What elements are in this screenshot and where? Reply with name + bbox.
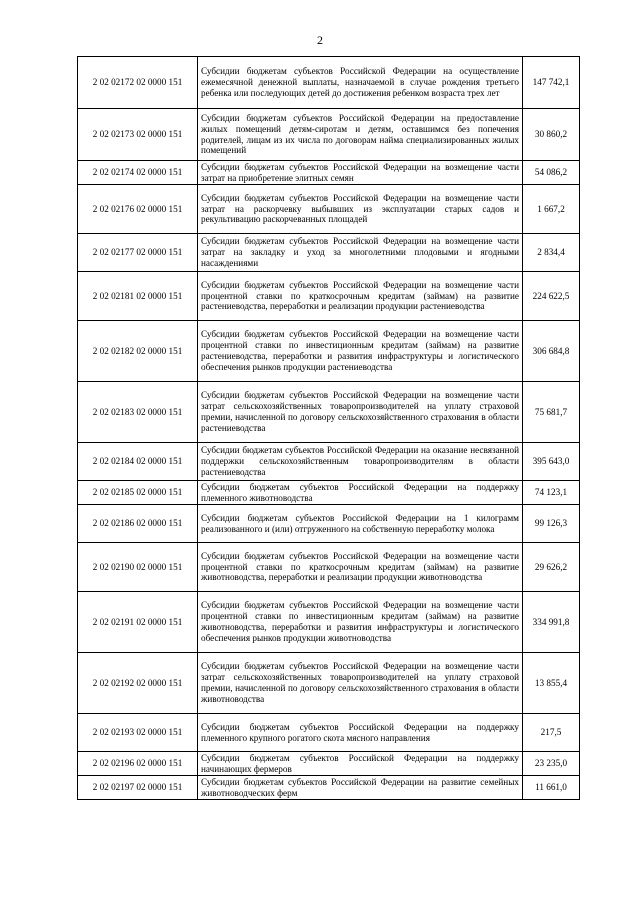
amount-cell: 147 742,1 [523, 57, 580, 109]
classification-code-cell: 2 02 02177 02 0000 151 [78, 234, 198, 272]
table-row [78, 481, 580, 505]
classification-code-cell: 2 02 02191 02 0000 151 [78, 592, 198, 653]
classification-code-cell: 2 02 02181 02 0000 151 [78, 272, 198, 321]
classification-code-cell: 2 02 02173 02 0000 151 [78, 109, 198, 161]
classification-code-cell: 2 02 02190 02 0000 151 [78, 543, 198, 592]
description-cell: Субсидии бюджетам субъектов Российской Федерации на возмещение части затрат на приобретение элитных семян [198, 161, 523, 185]
table-row [78, 382, 580, 443]
description-cell: Субсидии бюджетам субъектов Российской Федерации на поддержку начинающих фермеров [198, 752, 523, 776]
amount-cell: 99 126,3 [523, 505, 580, 543]
classification-code-cell: 2 02 02182 02 0000 151 [78, 321, 198, 382]
table-row [78, 776, 580, 800]
amount-cell: 74 123,1 [523, 481, 580, 505]
classification-code-cell: 2 02 02185 02 0000 151 [78, 481, 198, 505]
amount-cell: 13 855,4 [523, 653, 580, 714]
amount-cell: 1 667,2 [523, 185, 580, 234]
budget-table-body [78, 57, 580, 800]
page-number: 2 [317, 33, 323, 47]
classification-code-cell: 2 02 02176 02 0000 151 [78, 185, 198, 234]
description-cell: Субсидии бюджетам субъектов Российской Федерации на возмещение части затрат сельскохозяйственных товаропроизводителей на уплату страховой премии, начисленной по договору сельскохозяйственного страхования в области растениеводства [198, 382, 523, 443]
table-row [78, 272, 580, 321]
amount-cell: 11 661,0 [523, 776, 580, 800]
description-cell: Субсидии бюджетам субъектов Российской Федерации на возмещение части затрат на закладку и уход за многолетними плодовыми и ягодными насаждениями [198, 234, 523, 272]
table-row [78, 109, 580, 161]
classification-code-cell: 2 02 02183 02 0000 151 [78, 382, 198, 443]
table-row [78, 57, 580, 109]
table-row [78, 185, 580, 234]
table-row [78, 443, 580, 481]
amount-cell: 23 235,0 [523, 752, 580, 776]
classification-code-cell: 2 02 02172 02 0000 151 [78, 57, 198, 109]
table-row [78, 543, 580, 592]
classification-code-cell: 2 02 02196 02 0000 151 [78, 752, 198, 776]
table-row [78, 592, 580, 653]
amount-cell: 334 991,8 [523, 592, 580, 653]
classification-code-cell: 2 02 02193 02 0000 151 [78, 714, 198, 752]
amount-cell: 75 681,7 [523, 382, 580, 443]
description-cell: Субсидии бюджетам субъектов Российской Федерации на поддержку племенного животноводства [198, 481, 523, 505]
description-cell: Субсидии бюджетам субъектов Российской Федерации на 1 килограмм реализованного и (или) отгруженного на собственную переработку молока [198, 505, 523, 543]
amount-cell: 395 643,0 [523, 443, 580, 481]
description-cell: Субсидии бюджетам субъектов Российской Федерации на возмещение части процентной ставки по краткосрочным кредитам (займам) на развитие животноводства, переработки и реализации продукции животноводства [198, 543, 523, 592]
amount-cell: 30 860,2 [523, 109, 580, 161]
classification-code-cell: 2 02 02197 02 0000 151 [78, 776, 198, 800]
description-cell: Субсидии бюджетам субъектов Российской Федерации на развитие семейных животноводческих ферм [198, 776, 523, 800]
table-row [78, 752, 580, 776]
classification-code-cell: 2 02 02192 02 0000 151 [78, 653, 198, 714]
description-cell: Субсидии бюджетам субъектов Российской Федерации на возмещение части процентной ставки по инвестиционным кредитам (займам) на развитие животноводства, переработки и развития инфраструктуры и логистического обеспечения рынков продукции животноводства [198, 592, 523, 653]
classification-code-cell: 2 02 02186 02 0000 151 [78, 505, 198, 543]
classification-code-cell: 2 02 02174 02 0000 151 [78, 161, 198, 185]
table-row [78, 505, 580, 543]
table-row [78, 161, 580, 185]
amount-cell: 224 622,5 [523, 272, 580, 321]
table-row [78, 653, 580, 714]
description-cell: Субсидии бюджетам субъектов Российской Федерации на возмещение части процентной ставки по краткосрочным кредитам (займам) на развитие растениеводства, переработки и реализации продукции растениеводства [198, 272, 523, 321]
budget-table [77, 56, 580, 800]
description-cell: Субсидии бюджетам субъектов Российской Федерации на возмещение части затрат сельскохозяйственных товаропроизводителей на уплату страховой премии, начисленной по договору сельскохозяйственного страхования в области животноводства [198, 653, 523, 714]
amount-cell: 54 086,2 [523, 161, 580, 185]
description-cell: Субсидии бюджетам субъектов Российской Федерации на оказание несвязанной поддержки сельскохозяйственным товаропроизводителям в области растениеводства [198, 443, 523, 481]
description-cell: Субсидии бюджетам субъектов Российской Федерации на возмещение части процентной ставки по инвестиционным кредитам (займам) на развитие растениеводства, переработки и развития инфраструктуры и логистического обеспечения рынков продукции растениеводства [198, 321, 523, 382]
classification-code-cell: 2 02 02184 02 0000 151 [78, 443, 198, 481]
description-cell: Субсидии бюджетам субъектов Российской Федерации на возмещение части затрат на раскорчевку выбывших из эксплуатации старых садов и рекультивацию раскорчеванных площадей [198, 185, 523, 234]
amount-cell: 2 834,4 [523, 234, 580, 272]
amount-cell: 306 684,8 [523, 321, 580, 382]
amount-cell: 217,5 [523, 714, 580, 752]
table-row [78, 321, 580, 382]
table-row [78, 234, 580, 272]
table-row [78, 714, 580, 752]
description-cell: Субсидии бюджетам субъектов Российской Федерации на осуществление ежемесячной денежной выплаты, назначаемой в случае рождения третьего ребенка или последующих детей до достижения ребенком возраста трех лет [198, 57, 523, 109]
description-cell: Субсидии бюджетам субъектов Российской Федерации на поддержку племенного крупного рогатого скота мясного направления [198, 714, 523, 752]
description-cell: Субсидии бюджетам субъектов Российской Федерации на предоставление жилых помещений детям-сиротам и детям, оставшимся без попечения родителей, лицам из их числа по договорам найма специализированных жилых помещений [198, 109, 523, 161]
amount-cell: 29 626,2 [523, 543, 580, 592]
